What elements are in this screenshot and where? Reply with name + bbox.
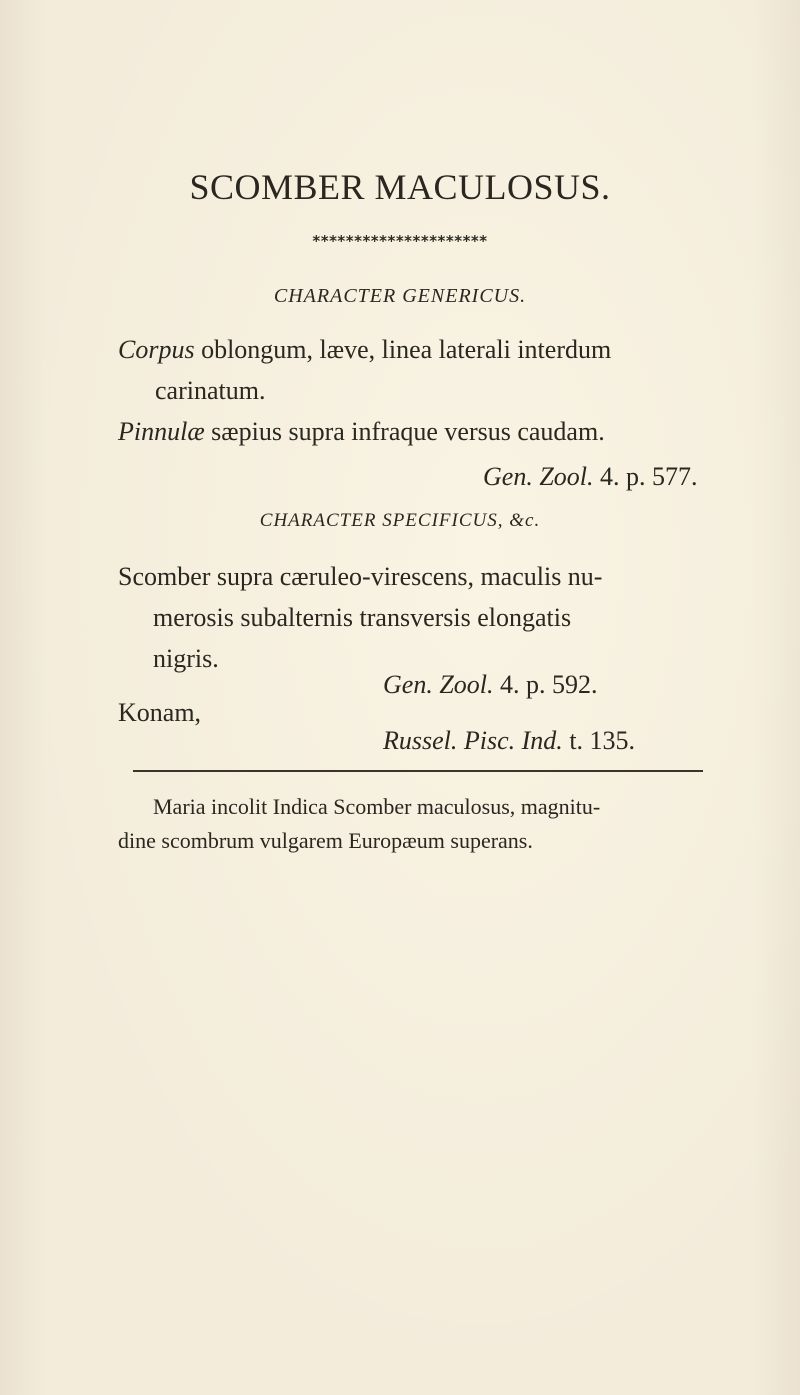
specificus-line-2: merosis subalternis transversis elongatis — [153, 603, 572, 632]
genericus-ref-source: Gen. Zool. — [483, 462, 594, 491]
specificus-ref-1-source: Gen. Zool. — [383, 670, 494, 699]
genericus-line-2: carinatum. — [155, 376, 266, 405]
note-line-1: Maria incolit Indica Scomber maculosus, magnitu- — [153, 794, 601, 819]
genericus-line-1 — [118, 335, 611, 365]
specificus-line-1: Scomber supra cæruleo-virescens, maculis nu- — [118, 562, 603, 591]
local-name: Konam, — [118, 698, 202, 727]
section-divider — [133, 770, 703, 772]
genericus-reference — [483, 462, 698, 492]
character-genericus-heading: CHARACTER GENERICUS. — [273, 285, 527, 307]
ornamental-star-row: ********************* — [312, 232, 488, 250]
character-specificus-heading: CHARACTER SPECIFICUS, &c. — [259, 510, 541, 531]
genericus-term-corpus: Corpus — [118, 335, 195, 364]
specificus-ref-1-page: 4. p. 592. — [500, 670, 598, 699]
genericus-ref-page: 4. p. 577. — [600, 462, 698, 491]
specificus-line-3: nigris. — [153, 644, 219, 673]
specificus-ref-2-plate: t. 135. — [569, 726, 636, 755]
genericus-term-pinnulae: Pinnulæ — [118, 417, 205, 446]
genericus-text-1: oblongum, læve, linea laterali interdum — [201, 335, 612, 364]
genericus-text-3: sæpius supra infraque versus caudam. — [211, 417, 605, 446]
specificus-ref-1 — [383, 670, 598, 700]
genericus-line-3 — [118, 417, 605, 447]
note-line-2: dine scombrum vulgarem Europæum superans. — [118, 828, 533, 853]
page-title: SCOMBER MACULOSUS. — [189, 167, 611, 207]
specificus-ref-2-source: Russel. Pisc. Ind. — [383, 726, 563, 755]
specificus-ref-2 — [383, 726, 635, 756]
